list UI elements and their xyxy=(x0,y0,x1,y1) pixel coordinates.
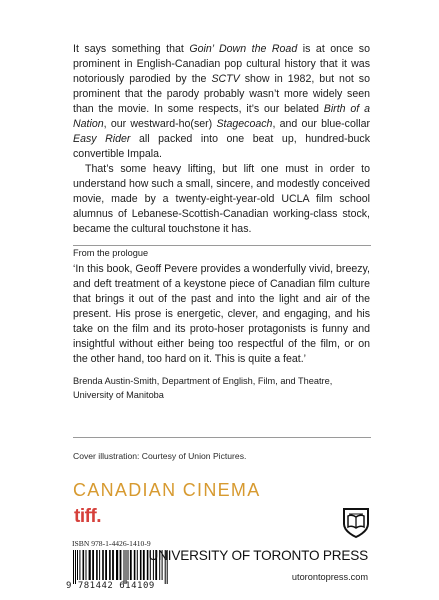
film-title: Birth of a Nation xyxy=(73,103,370,130)
barcode-bar xyxy=(109,550,111,580)
barcode-bar xyxy=(86,550,87,580)
barcode-bar xyxy=(120,550,122,580)
barcode-bar xyxy=(124,550,125,584)
publisher-url[interactable]: utorontopress.com xyxy=(291,572,368,582)
divider-top xyxy=(73,245,371,246)
prologue-excerpt xyxy=(73,42,370,261)
barcode-bar xyxy=(128,550,129,580)
excerpt-text: , our westward-ho(ser) xyxy=(103,118,217,130)
publisher-name: UNIVERSITY OF TORONTO PRESS xyxy=(148,548,368,563)
barcode-bar xyxy=(73,550,74,584)
film-title: Stagecoach xyxy=(216,118,273,130)
excerpt-source: From the prologue xyxy=(73,248,149,258)
excerpt-paragraph-1 xyxy=(73,42,370,162)
barcode-bar xyxy=(140,550,142,580)
barcode-bar xyxy=(105,550,107,580)
shield-book-icon xyxy=(342,507,370,539)
barcode-bar xyxy=(130,550,132,580)
attribution-line-1: Brenda Austin-Smith, Department of English, Film, and Theatre, xyxy=(73,376,333,386)
film-title: Goin’ Down the Road xyxy=(189,43,298,55)
excerpt-text: all packed into one beat up, hundred-buck convertible Impala. xyxy=(73,133,371,160)
barcode-number: 9 781442 614109 xyxy=(66,581,155,591)
barcode-bar xyxy=(116,550,118,580)
barcode-bar xyxy=(79,550,80,580)
tiff-logo: tiff. xyxy=(74,506,102,527)
barcode-bar xyxy=(75,550,76,584)
isbn-text: ISBN 978-1-4426-1410-9 xyxy=(72,539,151,548)
excerpt-paragraph-2: That’s some heavy lifting, but lift one must in order to understand how such a small, sincere, and modestly conceived movie, made by a twenty-eight-year-old UCLA film school alumnus of Lebanese-Scottish-Canadian working-class stock, became the cultural touchstone it has. xyxy=(73,163,370,235)
excerpt-text: It says something that xyxy=(73,43,190,55)
barcode-bar xyxy=(89,550,91,580)
attribution-line-2: University of Manitoba xyxy=(73,389,164,400)
endorsement xyxy=(73,262,370,402)
excerpt-text: , and our blue-collar xyxy=(272,118,370,130)
barcode-bar xyxy=(137,550,138,580)
barcode-bar xyxy=(143,550,145,580)
film-title: Easy Rider xyxy=(73,133,131,145)
barcode-bar xyxy=(126,550,127,584)
film-title: SCTV xyxy=(211,73,240,85)
divider-bottom xyxy=(73,437,371,438)
barcode-bar xyxy=(112,550,114,580)
excerpt-text: is at once so prominent in English-Canadian pop cultural history that it was notoriously parodied by the xyxy=(73,43,370,85)
barcode-bar xyxy=(134,550,136,580)
endorsement-attribution xyxy=(73,375,370,402)
barcode-bar xyxy=(99,550,100,580)
endorsement-quote: ‘In this book, Geoff Pevere provides a wonderfully vivid, breezy, and deft treatment of a keystone piece of Canadian film culture that brings it out of the past and into the light and air of the present. His prose is energetic, clever, and engaging, and his take on the film and its proto-hoser protagonists is funny and insightful without either being too respectful of the film, or on the other hand, too hard on it. This is quite a feat.’ xyxy=(73,263,370,365)
barcode-bar xyxy=(96,550,98,580)
barcode-bar xyxy=(102,550,104,580)
series-title: CANADIAN CINEMA xyxy=(73,480,261,500)
barcode-bar xyxy=(77,550,78,580)
barcode-bar xyxy=(92,550,94,580)
barcode-bar xyxy=(83,550,85,580)
cover-credit: Cover illustration: Courtesy of Union Pictures. xyxy=(73,451,247,461)
excerpt-text: show in 1982, but not so prominent that the parody probably wasn’t more widely seen than the movie. In some respects, it’s our belated xyxy=(73,73,370,115)
